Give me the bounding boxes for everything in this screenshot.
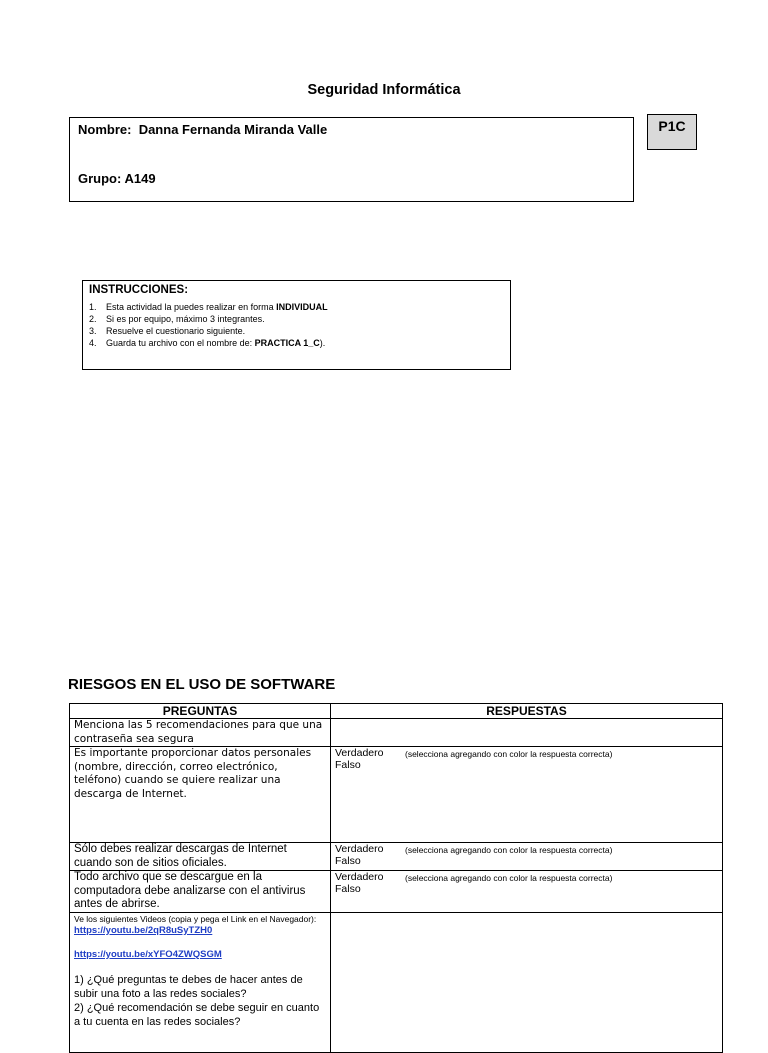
table-row xyxy=(70,912,723,1052)
group-label: Grupo: xyxy=(78,171,122,186)
question-cell: Sólo debes realizar descargas de Internet cuando son de sitios oficiales. xyxy=(70,843,331,871)
student-name-line xyxy=(78,122,327,137)
answer-hint: (selecciona agregando con color la respuesta correcta) xyxy=(405,873,613,883)
instructions-heading: INSTRUCCIONES: xyxy=(89,284,189,296)
student-info-box xyxy=(69,117,634,202)
question-cell: Todo archivo que se descargue en la computadora debe analizarse con el antivirus antes de abrirse. xyxy=(70,871,331,913)
name-value: Danna Fernanda Miranda Valle xyxy=(138,122,328,137)
video-link-1[interactable]: https://youtu.be/2qR8uSyTZH0 xyxy=(74,924,213,936)
answer-cell[interactable] xyxy=(331,871,723,913)
video-question-2: 2) ¿Qué recomendación se debe seguir en cuanto a tu cuenta en las redes sociales? xyxy=(74,1001,320,1028)
questions-table xyxy=(69,703,723,1053)
header-preguntas: PREGUNTAS xyxy=(70,704,331,719)
header-respuestas: RESPUESTAS xyxy=(331,704,723,719)
instruction-item: 4. Guarda tu archivo con el nombre de: PRACTICA 1_C). xyxy=(89,338,326,348)
option-true[interactable]: Verdadero xyxy=(335,747,384,759)
instruction-item: 1. Esta actividad la puedes realizar en forma INDIVIDUAL xyxy=(89,302,328,312)
student-group-line xyxy=(78,171,156,186)
answer-cell[interactable] xyxy=(331,719,723,747)
name-label: Nombre: xyxy=(78,122,132,137)
video-question-1: 1) ¿Qué preguntas te debes de hacer antes de subir una foto a las redes sociales? xyxy=(74,973,303,1000)
video-question-cell xyxy=(70,912,331,1052)
instruction-item: 2. Si es por equipo, máximo 3 integrantes. xyxy=(89,314,265,324)
answer-cell[interactable] xyxy=(331,843,723,871)
table-row xyxy=(70,719,723,747)
option-false[interactable]: Falso xyxy=(335,855,361,867)
question-cell: Es importante proporcionar datos personales (nombre, dirección, correo electrónico, teléfono) cuando se quiere realizar una descarga de Internet. xyxy=(70,747,331,843)
option-false[interactable]: Falso xyxy=(335,759,361,771)
table-row xyxy=(70,843,723,871)
answer-hint: (selecciona agregando con color la respuesta correcta) xyxy=(405,845,613,855)
group-value: A149 xyxy=(124,171,156,186)
document-title: Seguridad Informática xyxy=(307,82,461,98)
answer-cell[interactable] xyxy=(331,747,723,843)
practice-code-badge: P1C xyxy=(647,114,697,150)
table-row xyxy=(70,747,723,843)
question-cell: Menciona las 5 recomendaciones para que una contraseña sea segura xyxy=(70,719,331,747)
table-header-row xyxy=(70,704,723,719)
instructions-box xyxy=(82,280,511,370)
option-true[interactable]: Verdadero xyxy=(335,871,384,883)
instruction-item: 3. Resuelve el cuestionario siguiente. xyxy=(89,326,246,336)
instructions-list xyxy=(89,301,504,349)
option-true[interactable]: Verdadero xyxy=(335,843,384,855)
video-link-2[interactable]: https://youtu.be/xYFO4ZWQSGM xyxy=(74,948,222,960)
option-false[interactable]: Falso xyxy=(335,883,361,895)
video-intro: Ve los siguientes Videos (copia y pega el Link en el Navegador): xyxy=(74,913,317,924)
answer-cell[interactable] xyxy=(331,912,723,1052)
answer-hint: (selecciona agregando con color la respuesta correcta) xyxy=(405,749,613,759)
table-row xyxy=(70,871,723,913)
section-title: RIESGOS EN EL USO DE SOFTWARE xyxy=(68,676,336,693)
